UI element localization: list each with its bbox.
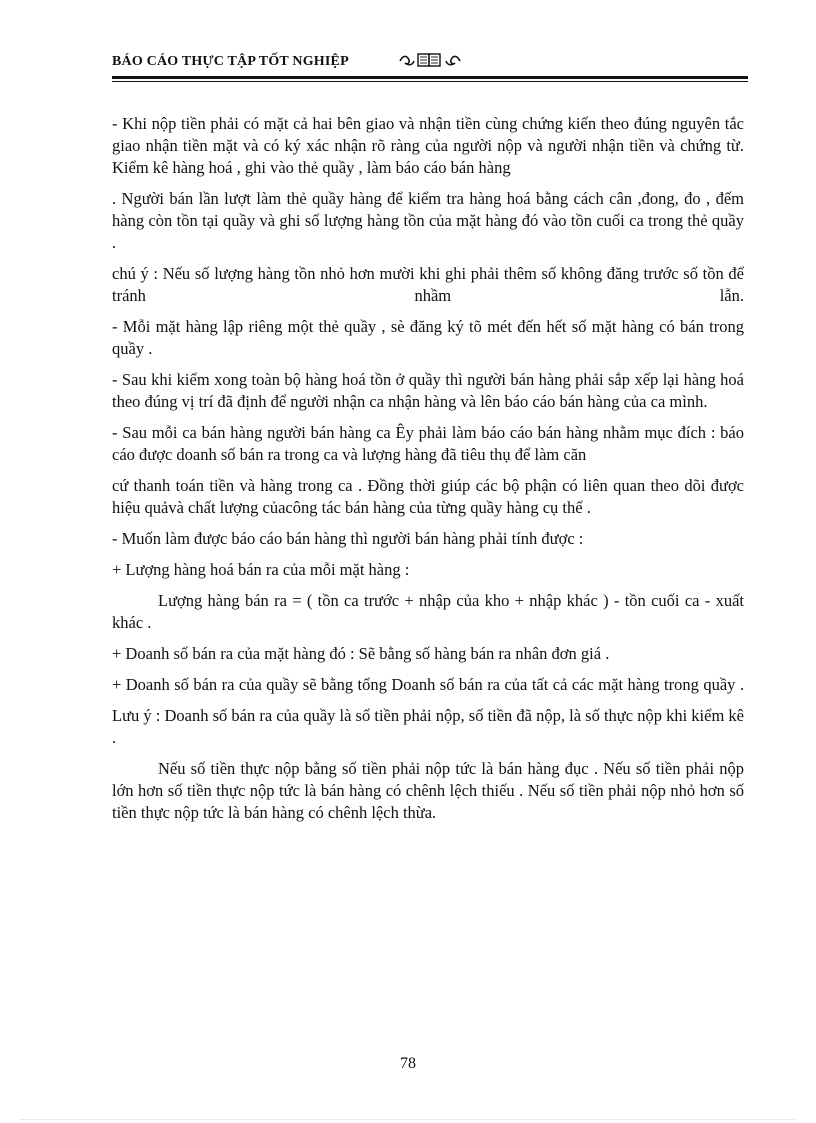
book-ornament-icon [398, 52, 462, 68]
paragraph: cứ thanh toán tiền và hàng trong ca . Đồng thời giúp các bộ phận có liên quan theo dõi được hiệu quảvà chất lượng củacông tác bán hàng của từng quầy hàng cụ thể . [112, 476, 744, 517]
paragraph: Nếu số tiền thực nộp bằng số tiền phải nộp tức là bán hàng đục . Nếu số tiền phải nộp lớn hơn số tiền thực nộp tức là bán hàng có chênh lệch thiếu . Nếu số tiền phải nộp nhỏ hơn số tiền thực nộp tức là bán hàng có chênh lệch thừa. [112, 759, 744, 822]
paragraph: - Mỗi mặt hàng lập riêng một thẻ quầy , sè đăng ký tõ mét đến hết số mặt hàng có bán trong quầy . [112, 317, 744, 358]
page-bottom-dotted-line [20, 1119, 796, 1120]
paragraph: chú ý : Nếu số lượng hàng tồn nhỏ hơn mười khi ghi phải thêm số không đăng trước số tồn để tránh nhầm lẫn. [112, 264, 744, 305]
paragraph: Lưu ý : Doanh số bán ra của quầy là số tiền phải nộp, số tiền đã nộp, là số thực nộp khi kiểm kê . [112, 706, 744, 747]
header-rule-thick [112, 76, 748, 79]
paragraph: - Sau mỗi ca bán hàng người bán hàng ca Êy phải làm báo cáo bán hàng nhằm mục đích : báo cáo được doanh số bán ra trong ca và lượng hàng đã tiêu thụ để làm căn [112, 423, 744, 464]
document-body [112, 113, 744, 833]
paragraph: - Sau khi kiểm xong toàn bộ hàng hoá tồn ở quầy thì người bán hàng phải sắp xếp lại hàng hoá theo đúng vị trí đã định để người nhận ca nhận hàng và lên báo cáo bán hàng của ca mình. [112, 370, 744, 411]
page-number: 78 [400, 1055, 416, 1072]
paragraph: - Khi nộp tiền phải có mặt cả hai bên giao và nhận tiền cùng chứng kiến theo đúng nguyên tắc giao nhận tiền mặt và có ký xác nhận rõ ràng của người nộp và người nhận tiền và chứng từ. Kiểm kê hàng hoá , ghi vào thẻ quầy , làm báo cáo bán hàng [112, 114, 744, 177]
header-title: BÁO CÁO THỰC TẬP TỐT NGHIỆP [112, 54, 349, 69]
paragraph: Lượng hàng bán ra = ( tồn ca trước + nhập của kho + nhập khác ) - tồn cuối ca - xuất khác . [112, 591, 744, 632]
paragraph: + Doanh số bán ra của quầy sẽ bằng tổng Doanh số bán ra của tất cả các mặt hàng trong quầy . [112, 675, 744, 694]
paragraph: + Doanh số bán ra của mặt hàng đó : Sẽ bằng số hàng bán ra nhân đơn giá . [112, 644, 610, 663]
paragraph: . Người bán lần lượt làm thẻ quầy hàng để kiểm tra hàng hoá bằng cách cân ,đong, đo , đếm hàng còn tồn tại quầy và ghi số lượng hàng tồn của mặt hàng đó vào tồn cuối ca trong thẻ quầy . [112, 189, 744, 252]
page-header [112, 52, 748, 70]
paragraph: - Muốn làm được báo cáo bán hàng thì người bán hàng phải tính được : [112, 529, 584, 548]
paragraph: + Lượng hàng hoá bán ra của mỗi mặt hàng : [112, 560, 410, 579]
header-rule-thin [112, 81, 748, 82]
